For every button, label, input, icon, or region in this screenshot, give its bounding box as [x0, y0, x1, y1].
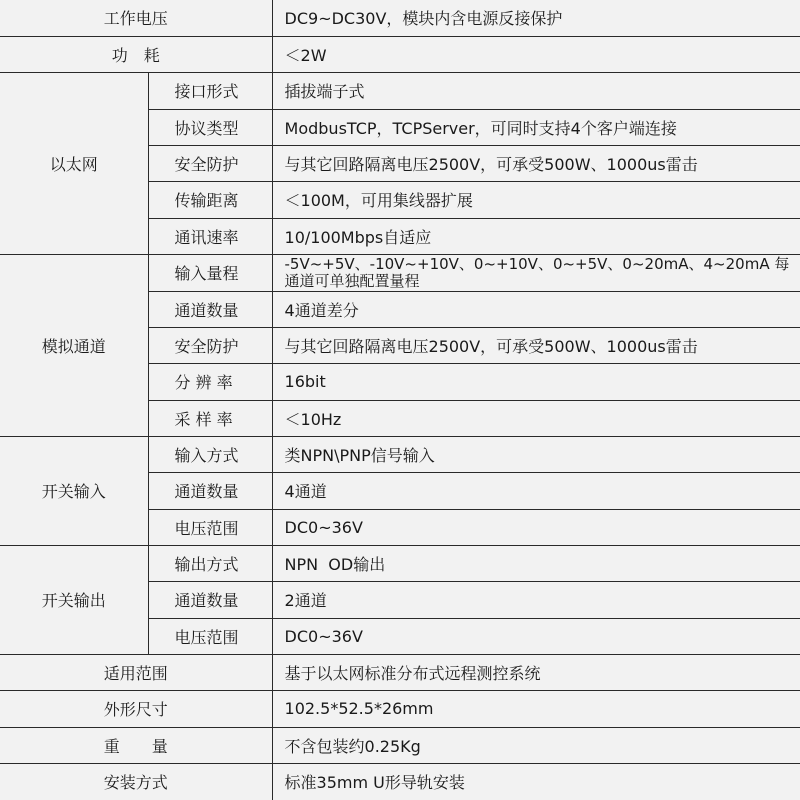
spec-value: NPN OD输出 [272, 545, 800, 581]
spec-value: 插拔端子式 [272, 73, 800, 109]
spec-sublabel: 采 样 率 [148, 400, 272, 436]
spec-value: DC0~36V [272, 618, 800, 654]
spec-label: 工作电压 [0, 0, 272, 36]
spec-value: 与其它回路隔离电压2500V，可承受500W、1000us雷击 [272, 327, 800, 363]
spec-sublabel: 安全防护 [148, 145, 272, 181]
spec-label: 功 耗 [0, 36, 272, 72]
spec-value: 10/100Mbps自适应 [272, 218, 800, 254]
spec-sublabel: 协议类型 [148, 109, 272, 145]
group-label-switch-in: 开关输入 [0, 436, 148, 545]
spec-value: 4通道差分 [272, 291, 800, 327]
spec-sublabel: 通道数量 [148, 582, 272, 618]
spec-sublabel: 通讯速率 [148, 218, 272, 254]
spec-value: -5V~+5V、-10V~+10V、0~+10V、0~+5V、0~20mA、4~20mA 每通道可单独配置量程 [272, 254, 800, 291]
spec-sublabel: 安全防护 [148, 327, 272, 363]
group-label-analog: 模拟通道 [0, 254, 148, 436]
spec-value: ＜10Hz [272, 400, 800, 436]
spec-row-application [0, 654, 800, 690]
spec-row-voltage [0, 0, 800, 36]
spec-value: 不含包装约0.25Kg [272, 727, 800, 763]
spec-sublabel: 电压范围 [148, 618, 272, 654]
spec-sublabel: 接口形式 [148, 73, 272, 109]
spec-value: 类NPN\PNP信号输入 [272, 436, 800, 472]
group-label-ethernet: 以太网 [0, 73, 148, 255]
spec-label: 适用范围 [0, 654, 272, 690]
spec-value: DC0~36V [272, 509, 800, 545]
spec-row-weight [0, 727, 800, 763]
spec-sublabel: 分 辨 率 [148, 364, 272, 400]
spec-value: 基于以太网标准分布式远程测控系统 [272, 654, 800, 690]
spec-value: 4通道 [272, 473, 800, 509]
spec-row-power [0, 36, 800, 72]
spec-row-mounting [0, 763, 800, 800]
spec-row-switch-out-1 [0, 545, 800, 581]
spec-value: 标准35mm U形导轨安装 [272, 763, 800, 800]
spec-label: 外形尺寸 [0, 691, 272, 727]
spec-sublabel: 通道数量 [148, 291, 272, 327]
spec-value: 与其它回路隔离电压2500V，可承受500W、1000us雷击 [272, 145, 800, 181]
spec-value: 2通道 [272, 582, 800, 618]
spec-sublabel: 输出方式 [148, 545, 272, 581]
spec-row-ethernet-1 [0, 73, 800, 109]
spec-value: ＜2W [272, 36, 800, 72]
spec-value: 102.5*52.5*26mm [272, 691, 800, 727]
spec-sublabel: 输入方式 [148, 436, 272, 472]
spec-label: 安装方式 [0, 763, 272, 800]
spec-value: ModbusTCP，TCPServer，可同时支持4个客户端连接 [272, 109, 800, 145]
spec-value: 16bit [272, 364, 800, 400]
spec-label: 重 量 [0, 727, 272, 763]
spec-sublabel: 通道数量 [148, 473, 272, 509]
spec-value: ＜100M，可用集线器扩展 [272, 182, 800, 218]
spec-row-analog-1 [0, 254, 800, 291]
spec-row-switch-in-1 [0, 436, 800, 472]
spec-value: DC9~DC30V，模块内含电源反接保护 [272, 0, 800, 36]
spec-sublabel: 输入量程 [148, 254, 272, 291]
group-label-switch-out: 开关输出 [0, 545, 148, 654]
spec-sublabel: 电压范围 [148, 509, 272, 545]
spec-row-dimensions [0, 691, 800, 727]
spec-sublabel: 传输距离 [148, 182, 272, 218]
